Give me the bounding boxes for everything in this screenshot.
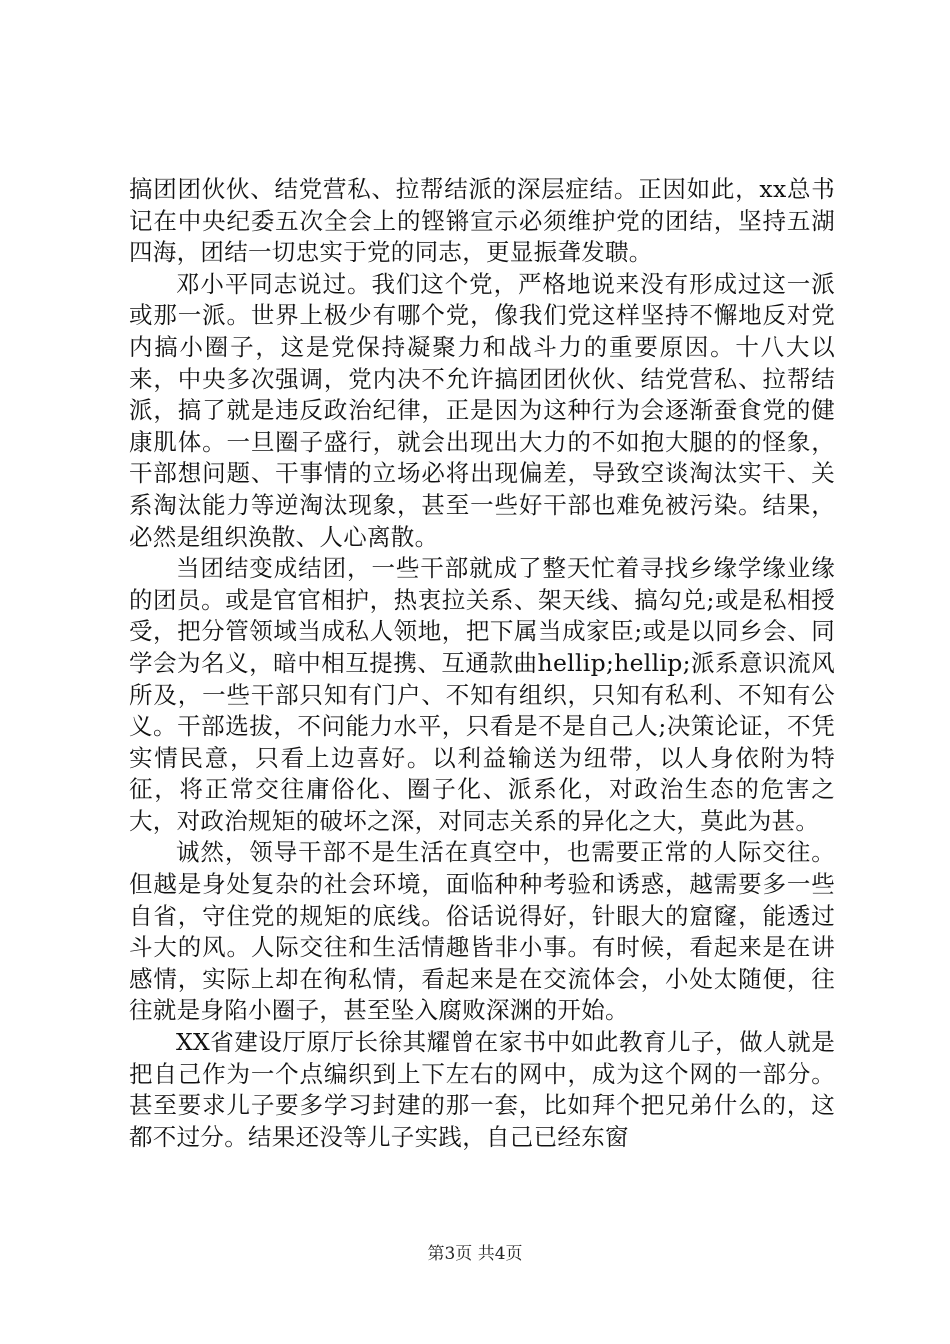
paragraph-2: 邓小平同志说过。我们这个党，严格地说来没有形成过这一派或那一派。世界上极少有哪个党，像我们党这样坚持不懈地反对党内搞小圈子，这是党保持凝聚力和战斗力的重要原因。十八大以来，中央多次强调，党内决不允许搞团团伙伙、结党营私、拉帮结派，搞了就是违反政治纪律，正是因为这种行为会逐渐蚕食党的健康肌体。一旦圈子盛行，就会出现出大力的不如抱大腿的的怪象，干部想问题、干事情的立场必将出现偏差，导致空谈淘汰实干、关系淘汰能力等逆淘汰现象，甚至一些好干部也难免被污染。结果，必然是组织涣散、人心离散。 [129, 269, 835, 551]
paragraph-4: 诚然，领导干部不是生活在真空中，也需要正常的人际交往。但越是身处复杂的社会环境，面临种种考验和诱惑，越需要多一些自省，守住党的规矩的底线。俗话说得好，针眼大的窟窿，能透过斗大的风。人际交往和生活情趣皆非小事。有时候，看起来是在讲感情，实际上却在徇私情，看起来是在交流体会，小处太随便，往往就是身陷小圈子，甚至坠入腐败深渊的开始。 [129, 838, 835, 1025]
page-number-label: 第3页 共4页 [427, 1244, 523, 1264]
paragraph-5: XX省建设厅原厅长徐其耀曾在家书中如此教育儿子，做人就是把自己作为一个点编织到上下左右的网中，成为这个网的一部分。甚至要求儿子要多学习封建的那一套，比如拜个把兄弟什么的，这都不过分。结果还没等儿子实践，自己已经东窗 [129, 1028, 835, 1151]
document-body [129, 174, 835, 1153]
paragraph-3: 当团结变成结团，一些干部就成了整天忙着寻找乡缘学缘业缘的团员。或是官官相护，热衷拉关系、架天线、搞勾兑;或是私相授受，把分管领域当成私人领地，把下属当成家臣;或是以同乡会、同学会为名义，暗中相互提携、互通款曲hellip;hellip;派系意识流风所及，一些干部只知有门户、不知有组织，只知有私利、不知有公义。干部选拔，不问能力水平，只看是不是自己人;决策论证，不凭实情民意，只看上边喜好。以利益输送为纽带，以人身依附为特征，将正常交往庸俗化、圈子化、派系化，对政治生态的危害之大，对政治规矩的破坏之深，对同志关系的异化之大，莫此为甚。 [129, 554, 835, 835]
paragraph-1: 搞团团伙伙、结党营私、拉帮结派的深层症结。正因如此，xx总书记在中央纪委五次全会上的铿锵宣示必须维护党的团结，坚持五湖四海，团结一切忠实于党的同志，更显振聋发聩。 [129, 175, 835, 267]
page-footer [0, 1243, 950, 1265]
